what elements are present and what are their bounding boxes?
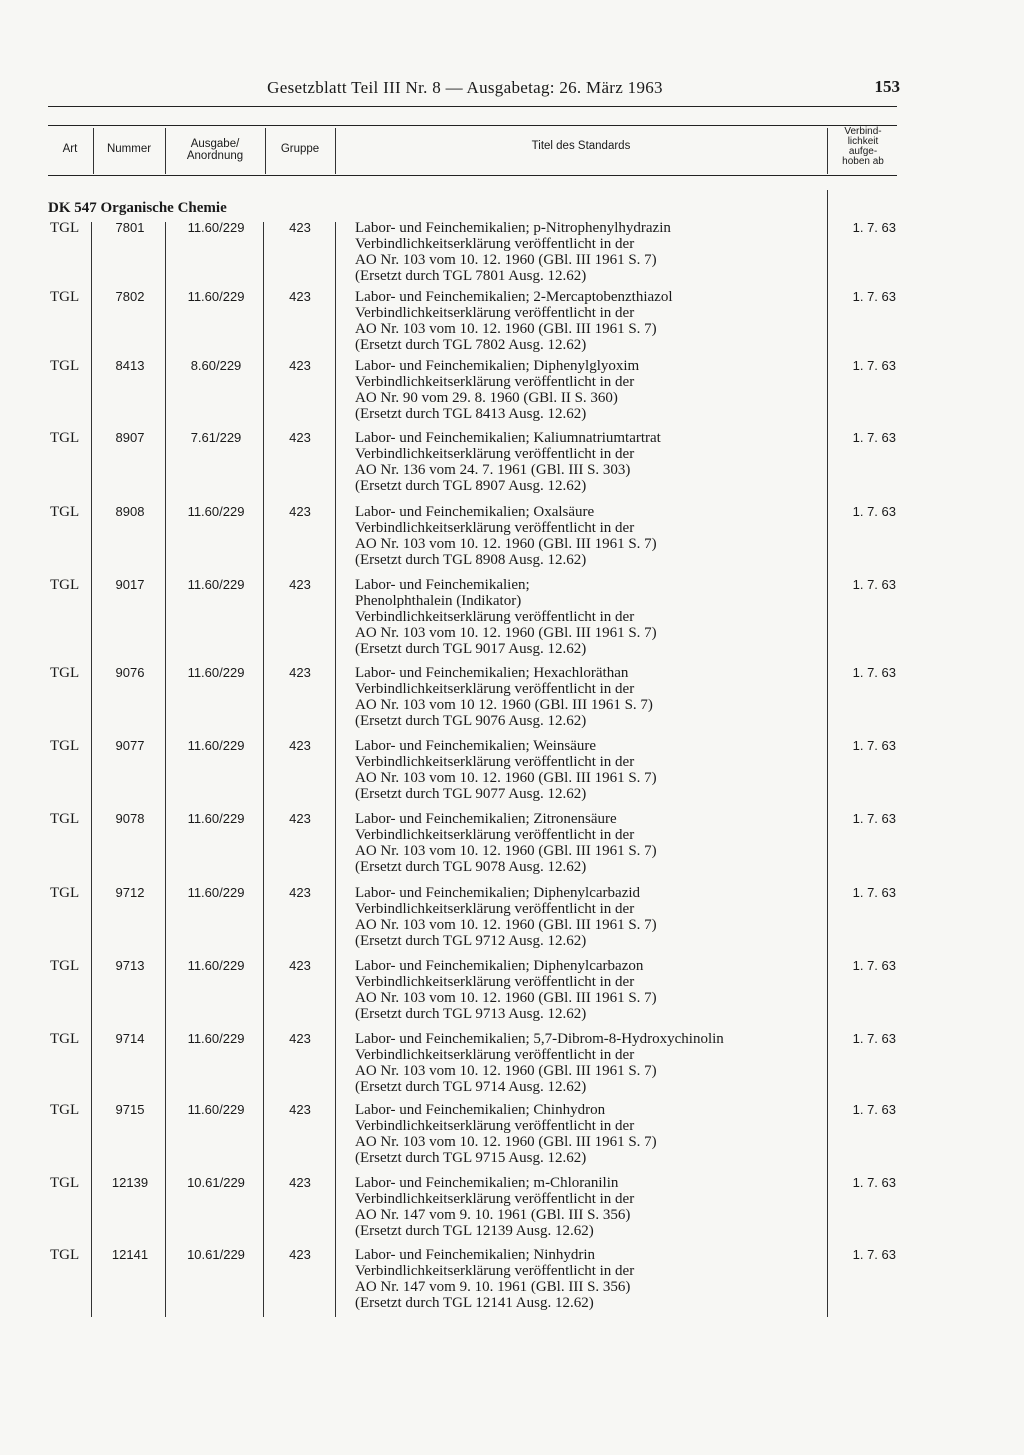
- titel-cell: [355, 665, 825, 729]
- titel-line: Phenolphthalein (Indikator): [355, 593, 522, 609]
- titel-line: (Ersetzt durch TGL 9715 Ausg. 12.62): [355, 1150, 587, 1166]
- titel-cell: [355, 738, 825, 802]
- titel-line: (Ersetzt durch TGL 9078 Ausg. 12.62): [355, 859, 587, 875]
- titel-line: AO Nr. 103 vom 10. 12. 1960 (GBl. III 1961 S. 7): [355, 1134, 657, 1150]
- gruppe-cell: 423: [289, 577, 311, 592]
- titel-line: Labor- und Feinchemikalien; Oxalsäure: [355, 504, 595, 520]
- titel-line: AO Nr. 103 vom 10 12. 1960 (GBl. III 1961 S. 7): [355, 697, 653, 713]
- aufgehoben-cell: 1. 7. 63: [852, 358, 896, 373]
- titel-line: (Ersetzt durch TGL 9712 Ausg. 12.62): [355, 933, 587, 949]
- titel-line: (Ersetzt durch TGL 8907 Ausg. 12.62): [355, 478, 587, 494]
- ausgabe-cell: 8.60/229: [190, 358, 242, 373]
- titel-cell: [355, 1175, 825, 1239]
- art-cell: TGL: [50, 1102, 80, 1118]
- titel-line: Labor- und Feinchemikalien; m-Chloranilin: [355, 1175, 619, 1191]
- titel-line: Verbindlichkeitserklärung veröffentlicht in der: [355, 1263, 635, 1279]
- titel-cell: [355, 430, 825, 494]
- art-cell: TGL: [50, 430, 80, 446]
- art-cell: TGL: [50, 289, 80, 305]
- art-cell: TGL: [50, 1031, 80, 1047]
- art-cell: TGL: [50, 1247, 80, 1263]
- gruppe-cell: 423: [289, 1031, 311, 1046]
- titel-line: Verbindlichkeitserklärung veröffentlicht in der: [355, 1118, 635, 1134]
- titel-line: AO Nr. 103 vom 10. 12. 1960 (GBl. III 1961 S. 7): [355, 536, 657, 552]
- titel-line: Labor- und Feinchemikalien; Diphenylcarbazon: [355, 958, 644, 974]
- titel-line: (Ersetzt durch TGL 9077 Ausg. 12.62): [355, 786, 587, 802]
- column-header-verbindlichkeit-line: Verbind-: [844, 126, 882, 137]
- ausgabe-cell: 11.60/229: [187, 577, 245, 592]
- column-header-titel: Titel des Standards: [531, 140, 631, 152]
- nummer-cell: 9078: [115, 811, 145, 826]
- gruppe-cell: 423: [289, 811, 311, 826]
- column-divider: [91, 222, 92, 1317]
- titel-line: AO Nr. 103 vom 10. 12. 1960 (GBl. III 1961 S. 7): [355, 321, 657, 337]
- titel-cell: [355, 504, 825, 568]
- titel-line: AO Nr. 147 vom 9. 10. 1961 (GBl. III S. 356): [355, 1279, 631, 1295]
- art-cell: TGL: [50, 358, 80, 374]
- titel-cell: [355, 885, 825, 949]
- column-divider: [165, 222, 166, 1317]
- titel-cell: [355, 1247, 825, 1311]
- titel-line: (Ersetzt durch TGL 8413 Ausg. 12.62): [355, 406, 587, 422]
- titel-cell: [355, 577, 825, 657]
- ausgabe-cell: 11.60/229: [187, 1102, 245, 1117]
- page-title: Gesetzblatt Teil III Nr. 8 — Ausgabetag: 26. März 1963: [267, 78, 663, 97]
- aufgehoben-cell: 1. 7. 63: [852, 958, 896, 973]
- titel-line: Verbindlichkeitserklärung veröffentlicht in der: [355, 827, 635, 843]
- titel-line: Verbindlichkeitserklärung veröffentlicht in der: [355, 609, 635, 625]
- titel-line: Labor- und Feinchemikalien; Chinhydron: [355, 1102, 606, 1118]
- nummer-cell: 9076: [115, 665, 145, 680]
- ausgabe-cell: 11.60/229: [187, 1031, 245, 1046]
- art-cell: TGL: [50, 811, 80, 827]
- column-header-gruppe: Gruppe: [280, 143, 320, 155]
- ausgabe-cell: 11.60/229: [187, 220, 245, 235]
- titel-line: AO Nr. 103 vom 10. 12. 1960 (GBl. III 1961 S. 7): [355, 252, 657, 268]
- column-header-art: Art: [62, 143, 78, 155]
- titel-line: (Ersetzt durch TGL 7801 Ausg. 12.62): [355, 268, 587, 284]
- titel-line: AO Nr. 103 vom 10. 12. 1960 (GBl. III 1961 S. 7): [355, 990, 657, 1006]
- nummer-cell: 8413: [115, 358, 145, 373]
- table-header-rule: [48, 175, 897, 176]
- gruppe-cell: 423: [289, 504, 311, 519]
- titel-cell: [355, 958, 825, 1022]
- titel-line: (Ersetzt durch TGL 9713 Ausg. 12.62): [355, 1006, 587, 1022]
- titel-line: Labor- und Feinchemikalien; Diphenylcarbazid: [355, 885, 641, 901]
- art-cell: TGL: [50, 220, 80, 236]
- aufgehoben-cell: 1. 7. 63: [852, 220, 896, 235]
- art-cell: TGL: [50, 504, 80, 520]
- column-divider: [335, 128, 336, 174]
- aufgehoben-cell: 1. 7. 63: [852, 738, 896, 753]
- titel-cell: [355, 1031, 825, 1095]
- titel-line: Verbindlichkeitserklärung veröffentlicht in der: [355, 236, 635, 252]
- art-cell: TGL: [50, 665, 80, 681]
- column-header-ausgabe: [167, 138, 263, 162]
- aufgehoben-cell: 1. 7. 63: [852, 1175, 896, 1190]
- gruppe-cell: 423: [289, 220, 311, 235]
- column-header-ausgabe-line: Ausgabe/: [190, 138, 240, 150]
- aufgehoben-cell: 1. 7. 63: [852, 504, 896, 519]
- titel-line: Labor- und Feinchemikalien; Hexachloräthan: [355, 665, 629, 681]
- page-number: 153: [874, 77, 900, 96]
- ausgabe-cell: 7.61/229: [190, 430, 242, 445]
- titel-cell: [355, 220, 825, 284]
- column-divider: [263, 222, 264, 1317]
- titel-line: (Ersetzt durch TGL 7802 Ausg. 12.62): [355, 337, 587, 353]
- gruppe-cell: 423: [289, 289, 311, 304]
- header-rule: [48, 106, 897, 107]
- gruppe-cell: 423: [289, 1175, 311, 1190]
- titel-line: Verbindlichkeitserklärung veröffentlicht in der: [355, 1047, 635, 1063]
- column-divider: [93, 128, 94, 174]
- gruppe-cell: 423: [289, 958, 311, 973]
- column-header-verbindlichkeit-line: hoben ab: [842, 156, 884, 167]
- ausgabe-cell: 10.61/229: [187, 1247, 245, 1262]
- titel-line: Labor- und Feinchemikalien; Weinsäure: [355, 738, 597, 754]
- titel-cell: [355, 811, 825, 875]
- titel-line: (Ersetzt durch TGL 12139 Ausg. 12.62): [355, 1223, 594, 1239]
- aufgehoben-cell: 1. 7. 63: [852, 1247, 896, 1262]
- ausgabe-cell: 11.60/229: [187, 958, 245, 973]
- column-divider: [265, 128, 266, 174]
- titel-line: Verbindlichkeitserklärung veröffentlicht in der: [355, 901, 635, 917]
- titel-cell: [355, 1102, 825, 1166]
- titel-line: AO Nr. 103 vom 10. 12. 1960 (GBl. III 1961 S. 7): [355, 917, 657, 933]
- aufgehoben-cell: 1. 7. 63: [852, 430, 896, 445]
- column-header-verbindlichkeit-line: aufge-: [848, 146, 878, 157]
- nummer-cell: 8908: [115, 504, 145, 519]
- titel-line: Labor- und Feinchemikalien; Diphenylglyoxim: [355, 358, 640, 374]
- section-title: DK 547 Organische Chemie: [48, 200, 227, 216]
- nummer-cell: 9713: [115, 958, 145, 973]
- nummer-cell: 9714: [115, 1031, 145, 1046]
- titel-line: Labor- und Feinchemikalien; p-Nitrophenylhydrazin: [355, 220, 671, 236]
- titel-line: AO Nr. 136 vom 24. 7. 1961 (GBl. III S. 303): [355, 462, 631, 478]
- column-header-nummer: Nummer: [106, 143, 152, 155]
- titel-line: AO Nr. 90 vom 29. 8. 1960 (GBl. II S. 360): [355, 390, 618, 406]
- titel-cell: [355, 358, 825, 422]
- nummer-cell: 7802: [115, 289, 145, 304]
- titel-line: Labor- und Feinchemikalien; Kaliumnatriumtartrat: [355, 430, 661, 446]
- titel-line: AO Nr. 103 vom 10. 12. 1960 (GBl. III 1961 S. 7): [355, 843, 657, 859]
- art-cell: TGL: [50, 738, 80, 754]
- titel-line: Labor- und Feinchemikalien; 5,7-Dibrom-8-Hydroxychinolin: [355, 1031, 724, 1047]
- art-cell: TGL: [50, 577, 80, 593]
- titel-line: Verbindlichkeitserklärung veröffentlicht in der: [355, 446, 635, 462]
- titel-line: AO Nr. 103 vom 10. 12. 1960 (GBl. III 1961 S. 7): [355, 625, 657, 641]
- aufgehoben-cell: 1. 7. 63: [852, 665, 896, 680]
- aufgehoben-cell: 1. 7. 63: [852, 885, 896, 900]
- ausgabe-cell: 10.61/229: [187, 1175, 245, 1190]
- titel-line: Verbindlichkeitserklärung veröffentlicht in der: [355, 305, 635, 321]
- gruppe-cell: 423: [289, 738, 311, 753]
- nummer-cell: 8907: [115, 430, 145, 445]
- column-divider: [335, 222, 336, 1317]
- titel-line: Verbindlichkeitserklärung veröffentlicht in der: [355, 974, 635, 990]
- titel-line: Labor- und Feinchemikalien; Ninhydrin: [355, 1247, 596, 1263]
- column-divider: [165, 128, 166, 174]
- gruppe-cell: 423: [289, 1102, 311, 1117]
- ausgabe-cell: 11.60/229: [187, 504, 245, 519]
- nummer-cell: 9017: [115, 577, 145, 592]
- nummer-cell: 12141: [111, 1247, 149, 1262]
- titel-line: Labor- und Feinchemikalien; 2-Mercaptobenzthiazol: [355, 289, 673, 305]
- nummer-cell: 12139: [111, 1175, 149, 1190]
- titel-line: Labor- und Feinchemikalien; Zitronensäure: [355, 811, 617, 827]
- titel-line: (Ersetzt durch TGL 9076 Ausg. 12.62): [355, 713, 587, 729]
- titel-line: Verbindlichkeitserklärung veröffentlicht in der: [355, 520, 635, 536]
- titel-line: AO Nr. 103 vom 10. 12. 1960 (GBl. III 1961 S. 7): [355, 770, 657, 786]
- ausgabe-cell: 11.60/229: [187, 738, 245, 753]
- gruppe-cell: 423: [289, 358, 311, 373]
- art-cell: TGL: [50, 1175, 80, 1191]
- column-header-ausgabe-line: Anordnung: [186, 150, 244, 162]
- nummer-cell: 9712: [115, 885, 145, 900]
- titel-line: (Ersetzt durch TGL 12141 Ausg. 12.62): [355, 1295, 594, 1311]
- column-header-verbindlichkeit-line: lichkeit: [847, 136, 879, 147]
- aufgehoben-cell: 1. 7. 63: [852, 811, 896, 826]
- aufgehoben-cell: 1. 7. 63: [852, 1102, 896, 1117]
- column-header-verbindlichkeit: [828, 127, 898, 167]
- nummer-cell: 7801: [115, 220, 145, 235]
- titel-line: Verbindlichkeitserklärung veröffentlicht in der: [355, 754, 635, 770]
- art-cell: TGL: [50, 885, 80, 901]
- aufgehoben-cell: 1. 7. 63: [852, 577, 896, 592]
- titel-line: Labor- und Feinchemikalien;: [355, 577, 530, 593]
- titel-line: (Ersetzt durch TGL 9017 Ausg. 12.62): [355, 641, 587, 657]
- ausgabe-cell: 11.60/229: [187, 289, 245, 304]
- table-top-rule: [48, 125, 897, 126]
- titel-line: AO Nr. 103 vom 10. 12. 1960 (GBl. III 1961 S. 7): [355, 1063, 657, 1079]
- gruppe-cell: 423: [289, 1247, 311, 1262]
- nummer-cell: 9715: [115, 1102, 145, 1117]
- titel-line: (Ersetzt durch TGL 9714 Ausg. 12.62): [355, 1079, 587, 1095]
- art-cell: TGL: [50, 958, 80, 974]
- ausgabe-cell: 11.60/229: [187, 885, 245, 900]
- aufgehoben-cell: 1. 7. 63: [852, 1031, 896, 1046]
- nummer-cell: 9077: [115, 738, 145, 753]
- titel-line: Verbindlichkeitserklärung veröffentlicht in der: [355, 681, 635, 697]
- gruppe-cell: 423: [289, 430, 311, 445]
- gruppe-cell: 423: [289, 665, 311, 680]
- titel-line: AO Nr. 147 vom 9. 10. 1961 (GBl. III S. 356): [355, 1207, 631, 1223]
- titel-cell: [355, 289, 825, 353]
- gruppe-cell: 423: [289, 885, 311, 900]
- titel-line: (Ersetzt durch TGL 8908 Ausg. 12.62): [355, 552, 587, 568]
- titel-line: Verbindlichkeitserklärung veröffentlicht in der: [355, 374, 635, 390]
- ausgabe-cell: 11.60/229: [187, 665, 245, 680]
- titel-line: Verbindlichkeitserklärung veröffentlicht in der: [355, 1191, 635, 1207]
- aufgehoben-cell: 1. 7. 63: [852, 289, 896, 304]
- ausgabe-cell: 11.60/229: [187, 811, 245, 826]
